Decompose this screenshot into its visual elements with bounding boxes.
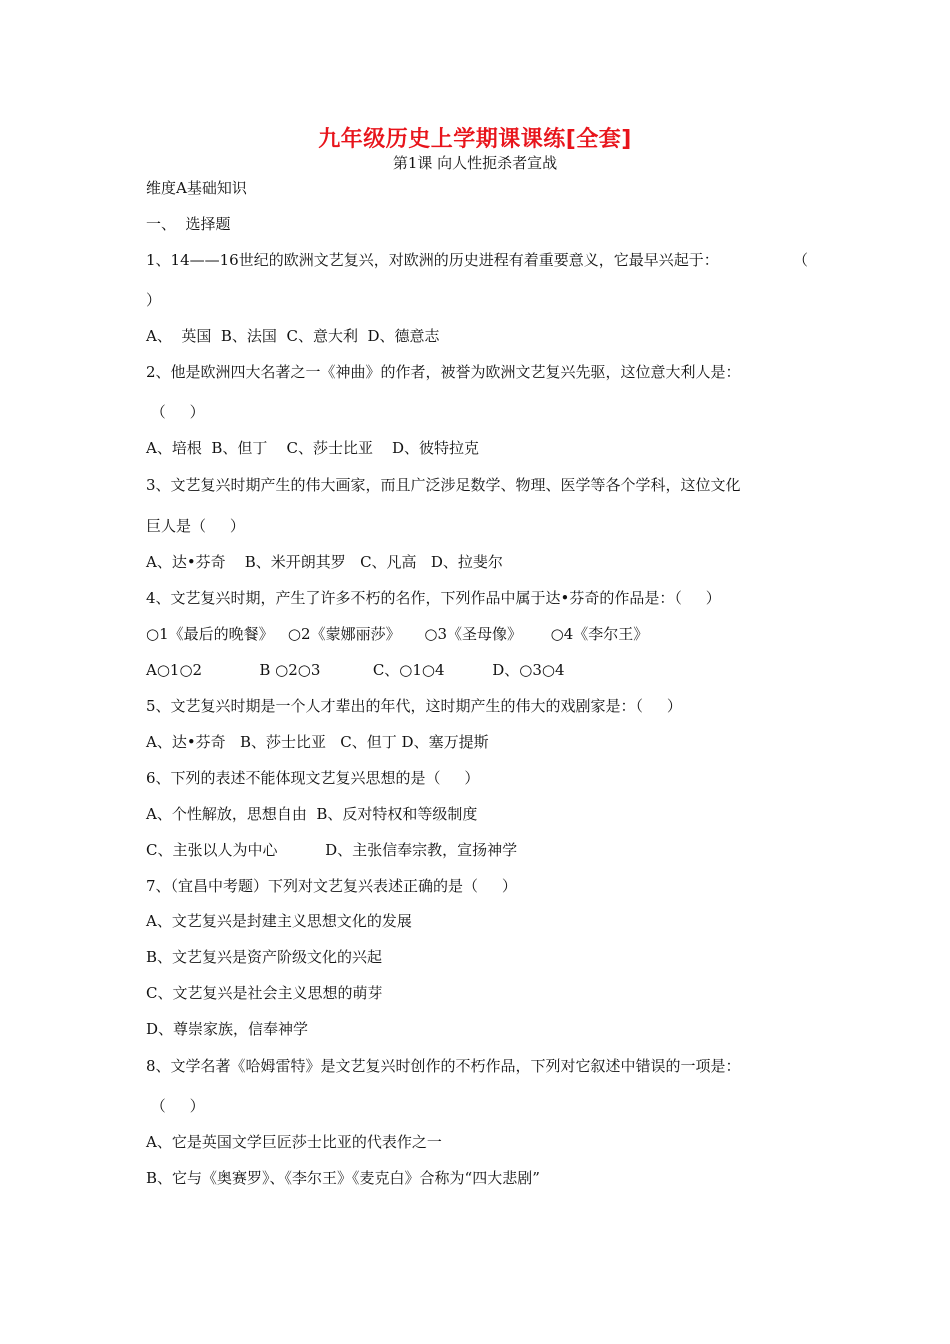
question-stem: 7、（宜昌中考题）下列对文艺复兴表述正确的是（ ） (146, 877, 517, 895)
question-stem: 5、文艺复兴时期是一个人才辈出的年代，这时期产生的伟大的戏剧家是：（ ） (146, 697, 682, 715)
question-stem: 6、下列的表述不能体现文艺复兴思想的是（ ） (146, 769, 480, 787)
answer-paren-close: ） (146, 291, 162, 309)
question-stem: 8、文学名著《哈姆雷特》是文艺复兴时创作的不朽作品，下列对它叙述中错误的一项是： (146, 1057, 741, 1075)
works-list: ○1《最后的晚餐》 ○2《蒙娜丽莎》 ○3《圣母像》 ○4《李尔王》 (146, 625, 649, 643)
question-options-cd: C、主张以人为中心 D、主张信奉宗教，宣扬神学 (146, 841, 518, 859)
question-options: A、培根 B、但丁 C、莎士比亚 D、彼特拉克 (146, 439, 480, 457)
option-d: D、尊崇家族，信奉神学 (146, 1020, 309, 1038)
option-a: A、它是英国文学巨匠莎士比亚的代表作之一 (146, 1133, 442, 1151)
question-stem: 2、他是欧洲四大名著之一《神曲》的作者，被誉为欧洲文艺复兴先驱，这位意大利人是： (146, 363, 741, 381)
option-a: A、文艺复兴是封建主义思想文化的发展 (146, 912, 412, 930)
question-stem-continued: 巨人是（ ） (146, 517, 245, 535)
answer-paren-open: （ (792, 251, 808, 269)
lesson-title: 第1课 向人性扼杀者宣战 (392, 154, 558, 172)
option-c: C、文艺复兴是社会主义思想的萌芽 (146, 984, 383, 1002)
question-stem: 1、14——16世纪的欧洲文艺复兴，对欧洲的历史进程有着重要意义，它最早兴起于： (146, 251, 719, 269)
question-options-ab: A、个性解放，思想自由 B、反对特权和等级制度 (146, 805, 478, 823)
page-title: 九年级历史上学期课课练[全套] (318, 127, 632, 152)
question-options: A○1○2 B ○2○3 C、○1○4 D、○3○4 (146, 661, 565, 679)
question-stem: 3、文艺复兴时期产生的伟大画家，而且广泛涉足数学、物理、医学等各个学科，这位文化 (146, 476, 741, 494)
answer-paren: （ ） (146, 403, 205, 421)
option-b: B、文艺复兴是资产阶级文化的兴起 (146, 948, 383, 966)
option-b: B、它与《奥赛罗》、《李尔王》《麦克白》合称为“四大悲剧” (146, 1169, 540, 1187)
part-heading: 一、 选择题 (146, 215, 231, 233)
question-options: A、达•芬奇 B、莎士比亚 C、但丁 D、塞万提斯 (146, 733, 489, 751)
answer-paren: （ ） (146, 1097, 205, 1115)
section-heading: 维度A基础知识 (146, 179, 247, 197)
question-options: A、 英国 B、法国 C、意大利 D、德意志 (146, 327, 440, 345)
question-options: A、达•芬奇 B、米开朗其罗 C、凡高 D、拉斐尔 (146, 553, 503, 571)
question-stem: 4、文艺复兴时期，产生了许多不朽的名作，下列作品中属于达•芬奇的作品是：（ ） (146, 589, 721, 607)
